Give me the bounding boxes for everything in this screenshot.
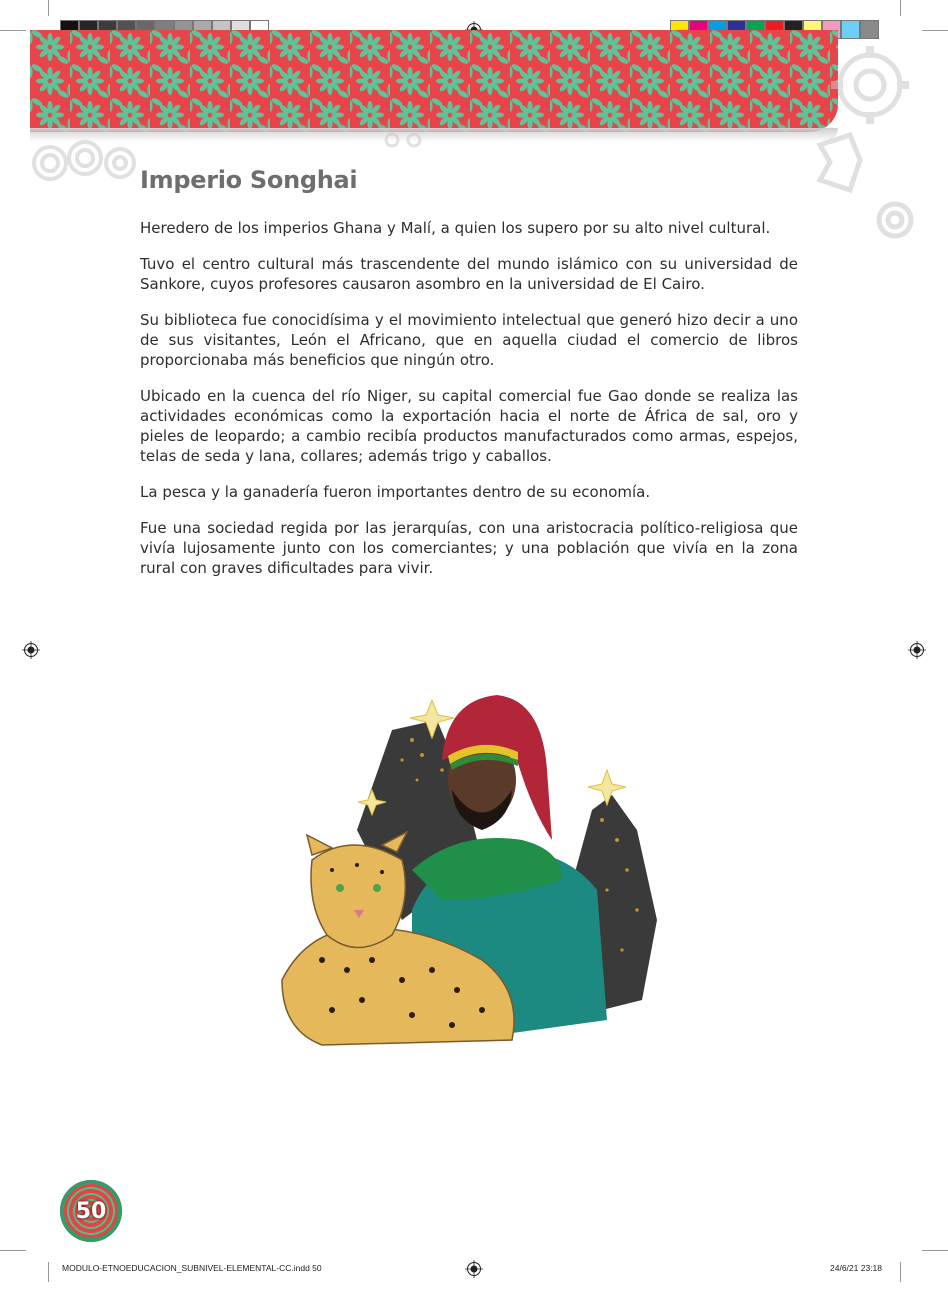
flower-pattern: [30, 30, 838, 132]
page-number-badge: [60, 1180, 122, 1242]
crop-mark: [0, 1250, 26, 1251]
paragraph-2: Tuvo el centro cultural más trascendente del mundo islámico con su universidad de Sankore, cuyos profesores causaron asombro en la universidad de El Cairo.: [140, 255, 798, 293]
page-number-badge-inner: [66, 1186, 116, 1236]
spiral-ornament-left: [30, 128, 140, 198]
registration-mark-left: [22, 641, 40, 659]
leopard-head: [311, 845, 405, 948]
crop-mark: [922, 1250, 948, 1251]
page-number: 50: [75, 1198, 107, 1224]
paragraph-6: Fue una sociedad regida por las jerarquías, con una aristocracia político-religiosa que vivía lujosamente junto con los comerciantes; y una población que vivía en la zona rural con graves dificultades para vivir.: [140, 519, 798, 577]
color-swatch: [841, 20, 860, 39]
registration-mark-right: [908, 641, 926, 659]
page-title: Imperio Songhai: [140, 166, 358, 194]
color-swatch: [860, 20, 879, 39]
body-text: [140, 218, 798, 594]
ring-ornament-small: [380, 132, 460, 152]
crop-mark: [900, 1262, 901, 1282]
crop-mark: [0, 30, 26, 31]
paragraph-5: La pesca y la ganadería fueron importantes dentro de su economía.: [140, 483, 651, 501]
file-slug: MODULO-ETNOEDUCACION_SUBNIVEL-ELEMENTAL-CC.indd 50: [62, 1263, 322, 1273]
songhai-man-leopard-illustration: [262, 660, 682, 1070]
paragraph-3: Su biblioteca fue conocidísima y el movimiento intelectual que generó hizo decir a uno de sus visitantes, León el Africano, que en aquella ciudad el comercio de libros proporcionaba más beneficios que ningún otro.: [140, 311, 798, 369]
paragraph-1: Heredero de los imperios Ghana y Malí, a quien los supero por su alto nivel cultural.: [140, 219, 771, 237]
crop-mark: [922, 30, 948, 31]
registration-mark-bottom: [465, 1260, 483, 1278]
crop-mark: [48, 1262, 49, 1282]
crop-mark: [48, 0, 49, 16]
paragraph-4: Ubicado en la cuenca del río Niger, su capital comercial fue Gao donde se realiza las actividades económicas como la exportación hacia el norte de África de sal, oro y pieles de leopardo; a cambio recibía productos manufacturados como armas, espejos, telas de seda y lana, collares; además trigo y caballos.: [140, 387, 798, 465]
header-pattern-band: [30, 30, 838, 132]
crop-mark: [900, 0, 901, 16]
sun-ornament-right: [800, 40, 920, 240]
date-slug: 24/6/21 23:18: [830, 1263, 882, 1273]
